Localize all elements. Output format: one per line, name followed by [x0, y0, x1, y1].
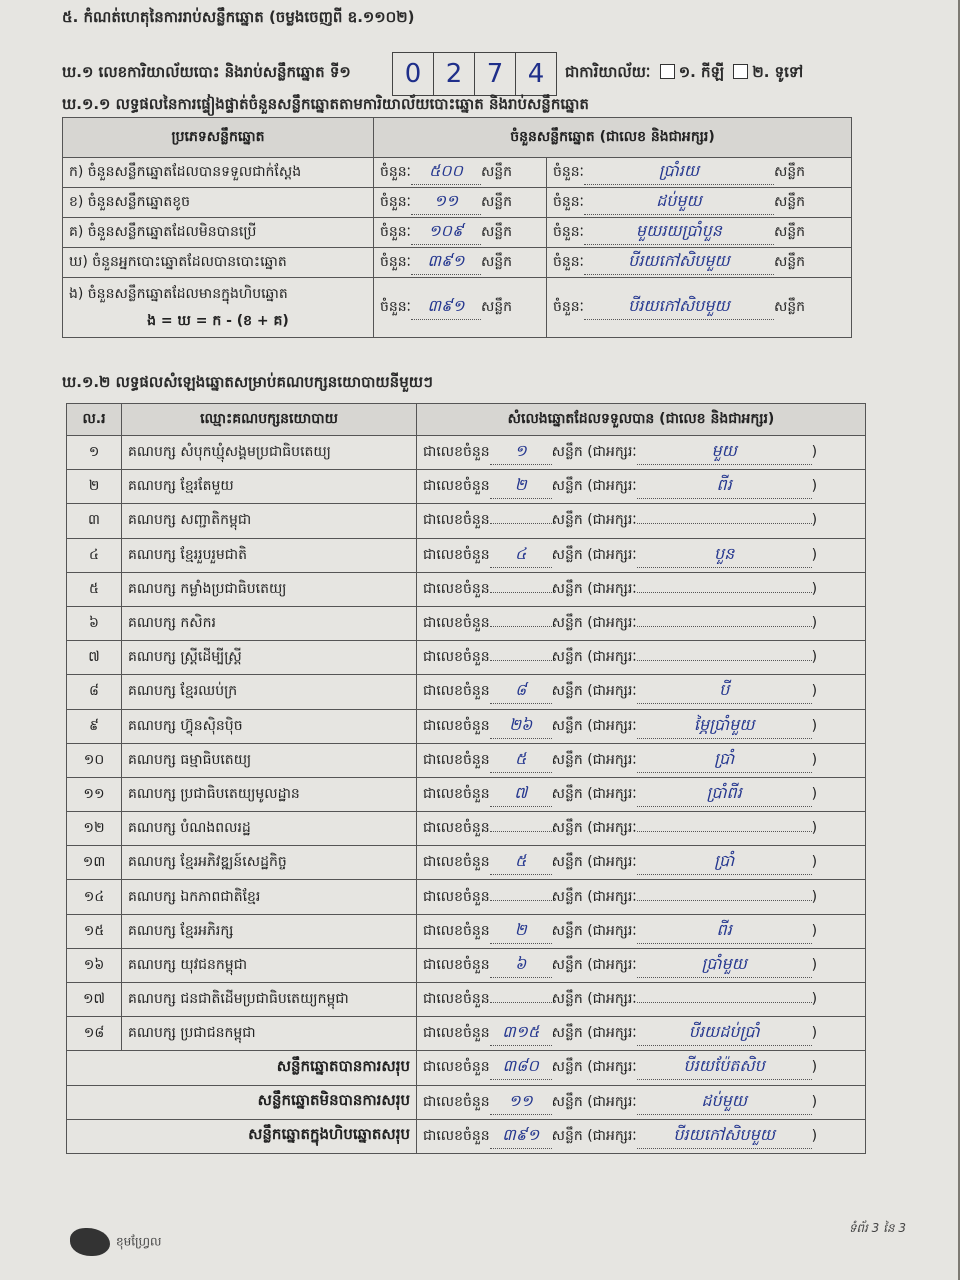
num-label: ចំនួនៈ — [553, 224, 584, 240]
party-name: គណបក្ស ខ្មែរអភិរក្ស — [122, 914, 417, 948]
num-label: ជាលេខចំនួន — [423, 649, 490, 666]
table-row — [67, 1017, 866, 1051]
table-row — [67, 572, 866, 606]
col-votes-header: សំលេងឆ្នោតដែលទទួលបាន (ជាលេខ និងជាអក្សរ) — [417, 404, 866, 436]
close-paren: ) — [811, 615, 818, 632]
total-text[interactable]: ដប់មួយ — [637, 1090, 812, 1115]
table-row — [67, 743, 866, 777]
table-row — [67, 812, 866, 846]
num-label: ចំនួនៈ — [380, 224, 411, 240]
count-number[interactable]: ៣៩១ — [411, 250, 481, 275]
unit: សន្លឹក — [551, 888, 583, 905]
opt1-label: ១. កីឡី — [678, 63, 725, 81]
table2-title: ឃ.១.២ លទ្ធផលសំឡេងឆ្នោតសម្រាប់គណបក្សនយោបាយនីមួយៗ — [62, 373, 433, 391]
close-paren: ) — [811, 649, 818, 666]
num-label: ជាលេខចំនួន — [423, 683, 490, 700]
close-paren: ) — [811, 751, 818, 768]
text-label: (ជាអក្សរៈ — [587, 1127, 637, 1144]
vote-text[interactable]: ប្រាំ — [637, 850, 812, 875]
text-label: (ជាអក្សរៈ — [587, 478, 637, 495]
total-number[interactable]: ៣៩១ — [490, 1124, 552, 1149]
num-label: ជាលេខចំនួន — [423, 478, 490, 495]
close-paren: ) — [811, 956, 818, 973]
row-number: ៦ — [67, 606, 122, 640]
num-label: ជាលេខចំនួន — [423, 922, 490, 939]
vote-text[interactable] — [637, 1002, 812, 1003]
party-name: គណបក្ស យុវជនកម្ពុជា — [122, 948, 417, 982]
close-paren: ) — [811, 785, 818, 802]
table-row — [67, 436, 866, 470]
vote-text[interactable] — [637, 626, 812, 627]
unit: សន្លឹក — [551, 512, 583, 529]
row-label: គ) ចំនួនសន្លឹកឆ្នោតដែលមិនបានប្រើ — [63, 218, 374, 248]
total-number[interactable]: ១១ — [490, 1090, 552, 1115]
total-text[interactable]: បីរយប៉ែតសិប — [637, 1055, 812, 1080]
num-label: ជាលេខចំនួន — [423, 1059, 490, 1076]
table-row — [67, 641, 866, 675]
row-label: ឃ) ចំនួនអ្នកបោះឆ្នោតដែលបានបោះឆ្នោត — [63, 248, 374, 278]
row-number: ៨ — [67, 675, 122, 709]
text-label: (ជាអក្សរៈ — [587, 1093, 637, 1110]
party-name: គណបក្ស ខ្មែររួបរួមជាតិ — [122, 538, 417, 572]
table-row — [67, 846, 866, 880]
row-number: ២ — [67, 470, 122, 504]
close-paren: ) — [811, 478, 818, 495]
close-paren: ) — [811, 512, 818, 529]
text-label: (ជាអក្សរៈ — [587, 751, 637, 768]
total-number[interactable]: ៣៨០ — [490, 1055, 552, 1080]
col-name-header: ឈ្មោះគណបក្សនយោបាយ — [122, 404, 417, 436]
close-paren: ) — [811, 1059, 818, 1076]
num-label: ជាលេខចំនួន — [423, 888, 490, 905]
close-paren: ) — [811, 854, 818, 871]
office-number-label: ឃ.១ លេខការិយាល័យបោះ និងរាប់សន្លឹកឆ្នោត ទី១ — [62, 63, 351, 81]
unit: សន្លឹក — [480, 254, 513, 270]
num-label: ជាលេខចំនួន — [423, 1127, 490, 1144]
party-name: គណបក្ស បំណងពលរដ្ឋ — [122, 812, 417, 846]
text-label: (ជាអក្សរៈ — [587, 888, 637, 905]
text-label: (ជាអក្សរៈ — [587, 580, 637, 597]
text-label: (ជាអក្សរៈ — [587, 1059, 637, 1076]
vote-number[interactable]: ២៦ — [490, 714, 552, 739]
num-label: ចំនួនៈ — [553, 299, 584, 315]
total-row — [67, 1051, 866, 1085]
close-paren: ) — [811, 1093, 818, 1110]
unit: សន្លឹក — [480, 194, 513, 210]
unit: សន្លឹក — [773, 194, 806, 210]
close-paren: ) — [811, 888, 818, 905]
party-name: គណបក្ស សំបុកឃ្មុំសង្គមប្រជាធិបតេយ្យ — [122, 436, 417, 470]
text-label: (ជាអក្សរៈ — [587, 922, 637, 939]
text-label: (ជាអក្សរៈ — [587, 615, 637, 632]
office-type — [565, 63, 803, 85]
section-title: ៥. កំណត់ហេតុនៃការរាប់សន្លឹកឆ្នោត (ចម្លងចេញពី ឧ.១១០២) — [62, 8, 415, 26]
vote-number[interactable] — [490, 660, 552, 661]
row-number: ៤ — [67, 538, 122, 572]
vote-text[interactable] — [637, 592, 812, 593]
close-paren: ) — [811, 1127, 818, 1144]
unit: សន្លឹក — [551, 1093, 583, 1110]
vote-text[interactable] — [637, 523, 812, 524]
row-number: ១០ — [67, 743, 122, 777]
row-number: ១៣ — [67, 846, 122, 880]
unit: សន្លឹក — [773, 254, 806, 270]
unit: សន្លឹក — [480, 164, 513, 180]
row-number: ១១ — [67, 777, 122, 811]
party-name: គណបក្ស ស្ត្រីដើម្បីស្ត្រី — [122, 641, 417, 675]
close-paren: ) — [811, 922, 818, 939]
vote-text[interactable]: ពីរ — [637, 474, 812, 499]
num-label: ចំនួនៈ — [380, 194, 411, 210]
row-number: ១៨ — [67, 1017, 122, 1051]
row-number: ៣ — [67, 504, 122, 538]
close-paren: ) — [811, 717, 818, 734]
office-type-label: ជាការិយាល័យៈ — [565, 63, 651, 81]
count-number[interactable]: ១១ — [411, 190, 481, 215]
total-row — [67, 1085, 866, 1119]
unit: សន្លឹក — [551, 820, 583, 837]
unit: សន្លឹក — [551, 854, 583, 871]
formula-label: ង = ឃ = ក - (ខ + គ) — [147, 312, 289, 329]
table1-col1-header: ប្រភេទសន្លឹកឆ្នោត — [63, 118, 374, 158]
vote-number[interactable]: ៥ — [490, 850, 552, 875]
close-paren: ) — [811, 546, 818, 563]
party-name: គណបក្ស ខ្មែរអភិវឌ្ឍន៍សេដ្ឋកិច្ច — [122, 846, 417, 880]
vote-number[interactable] — [490, 592, 552, 593]
table-row — [67, 538, 866, 572]
unit: សន្លឹក — [551, 1127, 583, 1144]
table-row — [67, 948, 866, 982]
num-label: ជាលេខចំនួន — [423, 546, 490, 563]
vote-number[interactable] — [490, 831, 552, 832]
unit: សន្លឹក — [480, 299, 513, 315]
table-row — [63, 218, 852, 248]
party-name: គណបក្ស សញ្ជាតិកម្ពុជា — [122, 504, 417, 538]
text-label: (ជាអក្សរៈ — [587, 991, 637, 1008]
unit: សន្លឹក — [551, 785, 583, 802]
table-row — [67, 675, 866, 709]
num-label: ជាលេខចំនួន — [423, 854, 490, 871]
table-row — [63, 278, 852, 338]
unit: សន្លឹក — [551, 956, 583, 973]
close-paren: ) — [811, 991, 818, 1008]
unit: សន្លឹក — [551, 683, 583, 700]
num-label: ជាលេខចំនួន — [423, 512, 490, 529]
vote-number[interactable]: ៧ — [490, 782, 552, 807]
num-label: ចំនួនៈ — [553, 254, 584, 270]
office-digit[interactable]: 2 — [434, 53, 475, 95]
unit: សន្លឹក — [551, 922, 583, 939]
total-label: សន្លឹកឆ្នោតក្នុងហិបឆ្នោតសរុប — [67, 1119, 417, 1153]
party-votes-table — [66, 403, 866, 1154]
row-number: ១៧ — [67, 983, 122, 1017]
row-label: ង) ចំនួនសន្លឹកឆ្នោតដែលមានក្នុងហិបឆ្នោត — [69, 285, 288, 302]
unit: សន្លឹក — [551, 1025, 583, 1042]
total-text[interactable]: បីរយកៅសិបមួយ — [637, 1124, 812, 1149]
count-number[interactable]: ១០៩ — [411, 220, 481, 245]
row-number: ១៥ — [67, 914, 122, 948]
text-label: (ជាអក្សរៈ — [587, 649, 637, 666]
table-row — [67, 914, 866, 948]
count-text[interactable]: បីរយកៅសិបមួយ — [584, 250, 774, 275]
table-row — [67, 709, 866, 743]
total-label: សន្លឹកឆ្នោតបានការសរុប — [67, 1051, 417, 1085]
row-label: ក) ចំនួនសន្លឹកឆ្នោតដែលបានទទួលជាក់ស្តែង — [63, 158, 374, 188]
party-name: គណបក្ស ប្រជាជនកម្ពុជា — [122, 1017, 417, 1051]
num-label: ចំនួនៈ — [553, 164, 584, 180]
brand-text: ខុមហ្វ្រែល — [116, 1234, 162, 1249]
footer-brand — [70, 1228, 161, 1256]
count-text[interactable]: បីរយកៅសិបមួយ — [584, 295, 774, 320]
total-label: សន្លឹកឆ្នោតមិនបានការសរុប — [67, 1085, 417, 1119]
unit: សន្លឹក — [480, 224, 513, 240]
unit: សន្លឹក — [773, 224, 806, 240]
unit: សន្លឹក — [551, 444, 583, 461]
party-name: គណបក្ស ឯកភាពជាតិខ្មែរ — [122, 880, 417, 914]
text-label: (ជាអក្សរៈ — [587, 1025, 637, 1042]
page-number: ទំព័រ 3 នៃ 3 — [848, 1221, 906, 1235]
table-row — [67, 880, 866, 914]
table1-col2-header: ចំនួនសន្លឹកឆ្នោត (ជាលេខ និងជាអក្សរ) — [374, 118, 852, 158]
text-label: (ជាអក្សរៈ — [587, 854, 637, 871]
num-label: ជាលេខចំនួន — [423, 751, 490, 768]
unit: សន្លឹក — [551, 615, 583, 632]
col-no-header: ល.រ — [67, 404, 122, 436]
count-number[interactable]: ៣៩១ — [411, 295, 481, 320]
party-name: គណបក្ស ហ៊្វុនស៊ិនប៉ិច — [122, 709, 417, 743]
unit: សន្លឹក — [551, 580, 583, 597]
vote-number[interactable]: ១ — [490, 440, 552, 465]
vote-text[interactable] — [637, 831, 812, 832]
vote-number[interactable] — [490, 523, 552, 524]
num-label: ជាលេខចំនួន — [423, 956, 490, 973]
unit: សន្លឹក — [773, 164, 806, 180]
vote-text[interactable] — [637, 660, 812, 661]
party-name: គណបក្ស ខ្មែរតែមួយ — [122, 470, 417, 504]
table-row — [67, 983, 866, 1017]
text-label: (ជាអក្សរៈ — [587, 956, 637, 973]
unit: សន្លឹក — [551, 649, 583, 666]
office-number-boxes — [392, 52, 557, 96]
num-label: ជាលេខចំនួន — [423, 444, 490, 461]
num-label: ជាលេខចំនួន — [423, 991, 490, 1008]
vote-number[interactable]: ២ — [490, 474, 552, 499]
text-label: (ជាអក្សរៈ — [587, 444, 637, 461]
ballot-count-table — [62, 117, 852, 338]
unit: សន្លឹក — [551, 717, 583, 734]
row-number: ១៦ — [67, 948, 122, 982]
checkbox-opt2[interactable] — [733, 64, 748, 79]
vote-text[interactable]: ពីរ — [637, 919, 812, 944]
total-row — [67, 1119, 866, 1153]
party-name: គណបក្ស កសិករ — [122, 606, 417, 640]
vote-number[interactable]: ២ — [490, 919, 552, 944]
vote-text[interactable] — [637, 900, 812, 901]
row-label: ខ) ចំនួនសន្លឹកឆ្នោតខូច — [63, 188, 374, 218]
table-row — [63, 158, 852, 188]
vote-text[interactable]: ប្រាំពីរ — [637, 782, 812, 807]
party-name: គណបក្ស ជនជាតិដើមប្រជាធិបតេយ្យកម្ពុជា — [122, 983, 417, 1017]
party-name: គណបក្ស ប្រជាធិបតេយ្យមូលដ្ឋាន — [122, 777, 417, 811]
close-paren: ) — [811, 683, 818, 700]
table-row — [67, 606, 866, 640]
vote-text[interactable]: បី — [637, 679, 812, 704]
table1-title: ឃ.១.១ លទ្ធផលនៃការផ្ទៀងផ្ទាត់ចំនួនសន្លឹកឆ្នោតតាមការិយាល័យបោះឆ្នោត និងរាប់សន្លឹកឆ្នោត — [62, 95, 589, 113]
row-number: ៥ — [67, 572, 122, 606]
num-label: ជាលេខចំនួន — [423, 615, 490, 632]
num-label: ចំនួនៈ — [380, 299, 411, 315]
unit: សន្លឹក — [773, 299, 806, 315]
row-number: ១៤ — [67, 880, 122, 914]
cambodia-map-icon — [70, 1228, 110, 1256]
unit: សន្លឹក — [551, 478, 583, 495]
opt2-label: ២. ទូទៅ — [752, 63, 804, 81]
close-paren: ) — [811, 1025, 818, 1042]
vote-text[interactable]: បួន — [637, 543, 812, 568]
vote-text[interactable]: ប្រាំ — [637, 748, 812, 773]
num-label: ជាលេខចំនួន — [423, 580, 490, 597]
vote-number[interactable]: ៨ — [490, 679, 552, 704]
table-row — [67, 470, 866, 504]
table-row — [63, 248, 852, 278]
checkbox-opt1[interactable] — [660, 64, 675, 79]
vote-number[interactable]: ៤ — [490, 543, 552, 568]
row-number: ៧ — [67, 641, 122, 675]
close-paren: ) — [811, 820, 818, 837]
num-label: ចំនួនៈ — [553, 194, 584, 210]
row-number: ១ — [67, 436, 122, 470]
num-label: ចំនួនៈ — [380, 164, 411, 180]
table-row — [63, 188, 852, 218]
close-paren: ) — [811, 444, 818, 461]
table-row — [67, 777, 866, 811]
vote-text[interactable]: បីរយដប់ប្រាំ — [637, 1021, 812, 1046]
office-digit[interactable]: 4 — [527, 59, 545, 89]
office-digit[interactable]: 0 — [393, 53, 434, 95]
vote-number[interactable] — [490, 900, 552, 901]
count-text[interactable]: មួយរយប្រាំបួន — [584, 220, 774, 245]
vote-text[interactable]: មួយ — [637, 440, 812, 465]
vote-number[interactable]: ៦ — [490, 953, 552, 978]
num-label: ជាលេខចំនួន — [423, 1093, 490, 1110]
vote-number[interactable]: ៣១៥ — [490, 1021, 552, 1046]
unit: សន្លឹក — [551, 1059, 583, 1076]
vote-number[interactable] — [490, 626, 552, 627]
num-label: ចំនួនៈ — [380, 254, 411, 270]
text-label: (ជាអក្សរៈ — [587, 512, 637, 529]
vote-text[interactable]: ម្ភៃប្រាំមួយ — [637, 714, 812, 739]
count-number[interactable]: ៥០០ — [411, 160, 481, 185]
table-row — [67, 504, 866, 538]
unit: សន្លឹក — [551, 546, 583, 563]
vote-text[interactable]: ប្រាំមួយ — [637, 953, 812, 978]
row-number: ៩ — [67, 709, 122, 743]
text-label: (ជាអក្សរៈ — [587, 546, 637, 563]
text-label: (ជាអក្សរៈ — [587, 820, 637, 837]
office-digit[interactable]: 7 — [475, 53, 516, 95]
text-label: (ជាអក្សរៈ — [587, 785, 637, 802]
num-label: ជាលេខចំនួន — [423, 1025, 490, 1042]
unit: សន្លឹក — [551, 751, 583, 768]
party-name: គណបក្ស កម្លាំងប្រជាធិបតេយ្យ — [122, 572, 417, 606]
text-label: (ជាអក្សរៈ — [587, 683, 637, 700]
close-paren: ) — [811, 580, 818, 597]
vote-number[interactable] — [490, 1002, 552, 1003]
num-label: ជាលេខចំនួន — [423, 820, 490, 837]
num-label: ជាលេខចំនួន — [423, 717, 490, 734]
unit: សន្លឹក — [551, 991, 583, 1008]
count-text[interactable]: ដប់មួយ — [584, 190, 774, 215]
vote-number[interactable]: ៥ — [490, 748, 552, 773]
party-name: គណបក្ស ធម្មាធិបតេយ្យ — [122, 743, 417, 777]
count-text[interactable]: ប្រាំរយ — [584, 160, 774, 185]
num-label: ជាលេខចំនួន — [423, 785, 490, 802]
row-number: ១២ — [67, 812, 122, 846]
text-label: (ជាអក្សរៈ — [587, 717, 637, 734]
party-name: គណបក្ស ខ្មែរឈប់ក្រ — [122, 675, 417, 709]
